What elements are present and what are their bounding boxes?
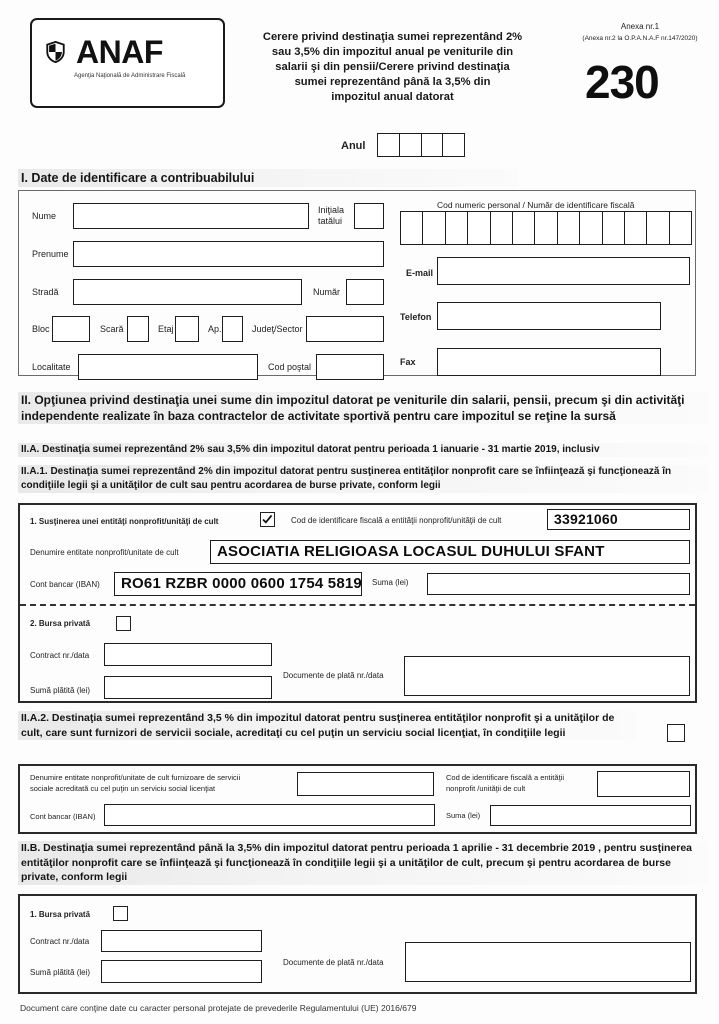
strada-label: Stradă xyxy=(32,287,59,297)
email-field[interactable] xyxy=(437,257,690,285)
localitate-field[interactable] xyxy=(78,354,258,380)
logo-text: ANAF xyxy=(76,34,163,70)
entity-name-label: Denumire entitate nonprofit/unitate de cult xyxy=(30,548,179,557)
logo-subtitle: Agenţia Naţională de Administrare Fiscală xyxy=(74,73,186,79)
iban-value: RO61 RZBR 0000 0600 1754 5819 xyxy=(121,575,362,592)
suma-platita-label: Sumă plătită (lei) xyxy=(30,686,91,695)
judet-field[interactable] xyxy=(306,316,384,342)
iib-contract-field[interactable] xyxy=(101,930,262,952)
documente-field[interactable] xyxy=(404,656,690,696)
anexa-reference: (Anexa nr.2 la O.P.A.N.A.F nr.147/2020) xyxy=(582,35,698,42)
iib-suma-platita-label: Sumă plătită (lei) xyxy=(30,968,91,977)
title-line: Cerere privind destinaţia sumei reprezentând 2% xyxy=(262,31,523,43)
title-line: sau 3,5% din impozitul anual pe veniturile din xyxy=(271,46,514,58)
ap-label: Ap. xyxy=(208,324,222,334)
iia2-cif-label-line2: nonprofit /unităţii de cult xyxy=(446,784,526,793)
title-line: sumei reprezentând până la 3,5% din xyxy=(294,76,491,88)
suma-field[interactable] xyxy=(427,573,690,595)
initiala-label-line1: Iniţiala xyxy=(318,205,345,215)
cnp-input[interactable] xyxy=(400,211,692,245)
cnp-digit[interactable] xyxy=(603,212,625,244)
iia2-cif-field[interactable] xyxy=(597,771,690,797)
telefon-label: Telefon xyxy=(400,312,432,322)
scara-label: Scară xyxy=(100,324,124,334)
cif-value: 33921060 xyxy=(554,511,618,527)
section-2a-title: II.A. Destinaţia sumei reprezentând 2% sau 3,5% din impozitul datorat pentru perioada 1 ianuarie - 31 martie 2019, inclusiv xyxy=(18,443,708,457)
section-2-title: II. Opţiunea privind destinaţia unei sume din impozitul datorat pe veniturile din salarii, pensii, precum şi din activităţi independente realizate în baza contractelor de activitate sportivă pentru care impozitul se reţine la sursă xyxy=(18,392,708,424)
iib-documente-label: Documente de plată nr./data xyxy=(283,958,384,967)
year-digit[interactable] xyxy=(400,134,422,156)
numar-label: Număr xyxy=(313,287,341,297)
contract-label: Contract nr./data xyxy=(30,651,90,660)
nume-field[interactable] xyxy=(73,203,309,229)
cif-label: Cod de identificare fiscală a entităţii nonprofit/unităţii de cult xyxy=(291,516,502,525)
year-input[interactable] xyxy=(377,133,465,157)
iib-suma-platita-field[interactable] xyxy=(101,960,262,983)
numar-field[interactable] xyxy=(346,279,384,305)
localitate-label: Localitate xyxy=(32,362,71,372)
cnp-digit[interactable] xyxy=(535,212,557,244)
telefon-field[interactable] xyxy=(437,302,661,330)
iban-field[interactable] xyxy=(114,572,362,596)
iban-label: Cont bancar (IBAN) xyxy=(30,580,100,589)
cnp-digit[interactable] xyxy=(580,212,602,244)
iia2-suma-field[interactable] xyxy=(490,805,691,826)
scara-field[interactable] xyxy=(127,316,149,342)
year-digit[interactable] xyxy=(378,134,400,156)
cod-postal-field[interactable] xyxy=(316,354,384,380)
bloc-field[interactable] xyxy=(52,316,90,342)
suma-platita-field[interactable] xyxy=(104,676,272,699)
prenume-field[interactable] xyxy=(73,241,384,267)
nume-label: Nume xyxy=(32,211,57,221)
cnp-digit[interactable] xyxy=(468,212,490,244)
judet-label: Judeţ/Sector xyxy=(252,324,303,334)
iib-contract-label: Contract nr./data xyxy=(30,937,90,946)
iib-bursa-label: 1. Bursa privată xyxy=(30,910,91,919)
prenume-label: Prenume xyxy=(32,249,69,259)
iia2-name-field[interactable] xyxy=(297,772,434,796)
form-title xyxy=(240,30,545,105)
cnp-digit[interactable] xyxy=(446,212,468,244)
cnp-digit[interactable] xyxy=(423,212,445,244)
cnp-digit[interactable] xyxy=(401,212,423,244)
section-2a2-checkbox[interactable] xyxy=(667,724,685,742)
initiala-label-line2: tatălui xyxy=(318,216,343,226)
support-entity-label: 1. Susţinerea unei entităţi nonprofit/unităţi de cult xyxy=(30,517,219,526)
initiala-label xyxy=(318,205,344,227)
documente-label: Documente de plată nr./data xyxy=(283,671,384,680)
section-2a1-title: II.A.1. Destinaţia sumei reprezentând 2% din impozitul datorat pentru susţinerea entităţilor nonprofit care se înfiinţează şi funcţionează în condiţiile legii şi a unităţilor de cult sau pentru acordarea de burse private, conform legii xyxy=(18,465,708,493)
title-line: impozitul anual datorat xyxy=(331,91,454,103)
support-entity-checkbox[interactable] xyxy=(260,512,275,527)
email-label: E-mail xyxy=(406,268,434,278)
shield-icon xyxy=(46,41,65,63)
year-digit[interactable] xyxy=(443,134,464,156)
title-line: salarii şi din pensii/Cerere privind destinaţia xyxy=(275,61,510,73)
bloc-label: Bloc xyxy=(32,324,50,334)
entity-name-field[interactable] xyxy=(210,540,690,564)
iia2-name-label xyxy=(30,772,240,794)
year-label: Anul xyxy=(341,140,366,152)
cod-postal-label: Cod poştal xyxy=(268,362,312,372)
cnp-digit[interactable] xyxy=(670,212,691,244)
iia2-name-label-line2: sociale acreditată cu cel puţin un serviciu social licenţiat xyxy=(30,784,216,793)
gdpr-notice: Document care conţine date cu caracter personal protejate de prevederile Regulamentului (UE) 2016/679 xyxy=(20,1003,417,1013)
iia2-iban-label: Cont bancar (IBAN) xyxy=(30,812,96,821)
bursa-privata-checkbox[interactable] xyxy=(116,616,131,631)
entity-name-value: ASOCIATIA RELIGIOASA LOCASUL DUHULUI SFANT xyxy=(217,543,605,560)
cnp-label: Cod numeric personal / Număr de identificare fiscală xyxy=(437,200,635,210)
section-2b-title: II.B. Destinaţia sumei reprezentând până la 3,5% din impozitul datorat pentru perioada 1 aprilie - 31 decembrie 2019 , pentru susţinerea entităţilor nonprofit care se înfiinţează şi funcţionează în condiţiile legii şi a unităţilor de cult, precum şi pentru acordarea de burse private, conform legii xyxy=(18,841,708,885)
cnp-digit[interactable] xyxy=(491,212,513,244)
cnp-digit[interactable] xyxy=(625,212,647,244)
section-2a2-title: II.A.2. Destinaţia sumei reprezentând 3,5 % din impozitul datorat pentru susţinerea entităţilor nonprofit şi a unităţilor de cult, care sunt furnizori de servicii sociale, acreditaţi cu cel puţin un serviciu social licenţiat, în condiţiile legii xyxy=(18,711,636,740)
etaj-field[interactable] xyxy=(175,316,199,342)
dashed-divider xyxy=(20,604,695,606)
iia2-cif-label xyxy=(446,772,564,794)
iib-bursa-checkbox[interactable] xyxy=(113,906,128,921)
section-1-title: I. Date de identificare a contribuabilului xyxy=(18,169,518,187)
contract-field[interactable] xyxy=(104,643,272,666)
cnp-digit[interactable] xyxy=(647,212,669,244)
suma-label: Suma (lei) xyxy=(372,578,409,587)
iib-documente-field[interactable] xyxy=(405,942,691,982)
iia2-cif-label-line1: Cod de identificare fiscală a entităţii xyxy=(446,773,564,782)
iia2-suma-label: Suma (lei) xyxy=(446,811,481,820)
cnp-digit[interactable] xyxy=(558,212,580,244)
year-digit[interactable] xyxy=(422,134,444,156)
iia2-name-label-line1: Denumire entitate nonprofit/unitate de cult furnizoare de servicii xyxy=(30,773,241,782)
initiala-field[interactable] xyxy=(354,203,384,229)
checkmark-icon xyxy=(261,513,274,526)
ap-field[interactable] xyxy=(222,316,243,342)
iia2-iban-field[interactable] xyxy=(104,804,435,826)
cnp-digit[interactable] xyxy=(513,212,535,244)
anaf-logo xyxy=(30,18,225,108)
cif-field[interactable] xyxy=(547,509,690,530)
strada-field[interactable] xyxy=(73,279,302,305)
anexa-label: Anexa nr.1 xyxy=(620,22,660,31)
form-number: 230 xyxy=(585,56,659,108)
etaj-label: Etaj xyxy=(158,324,174,334)
fax-field[interactable] xyxy=(437,348,661,376)
bursa-privata-label: 2. Bursa privată xyxy=(30,619,91,628)
fax-label: Fax xyxy=(400,357,416,367)
